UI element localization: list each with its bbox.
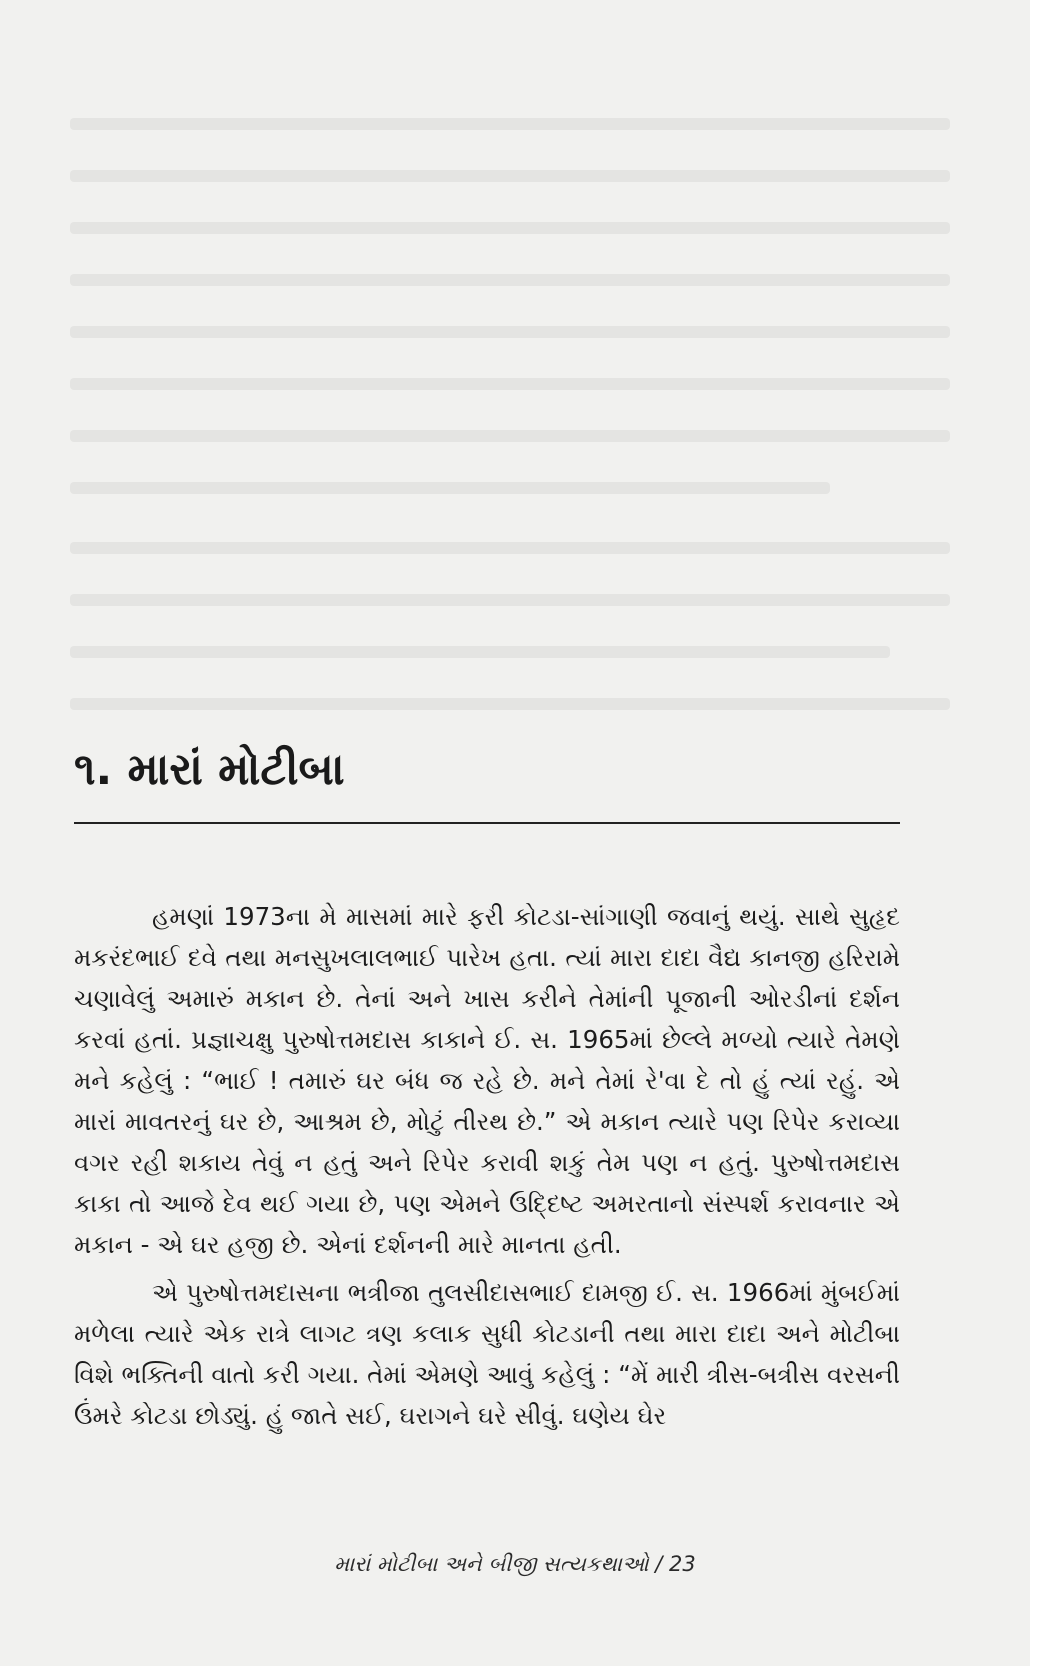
- bleed-through-line: [70, 378, 950, 390]
- bleed-through-line: [70, 646, 890, 658]
- bleed-through-line: [70, 222, 950, 234]
- bleed-through-line: [70, 326, 950, 338]
- bleed-through-line: [70, 594, 950, 606]
- page-edge: [1030, 0, 1042, 1666]
- chapter-body: [74, 896, 900, 1443]
- bleed-through-line: [70, 542, 950, 554]
- bleed-through-line: [70, 482, 830, 494]
- paragraph: હમણાં 1973ના મે માસમાં મારે ફરી કોટડા-સાંગાણી જવાનું થયું. સાથે સુહૃદ મકરંદભાઈ દવે તથા મનસુખલાલભાઈ પારેખ હતા. ત્યાં મારા દાદા વૈદ્ય કાનજી હરિરામે ચણાવેલું અમારું મકાન છે. તેનાં અને ખાસ કરીને તેમાંની પૂજાની ઓરડીનાં દર્શન કરવાં હતાં. પ્રજ્ઞાચક્ષુ પુરુષોત્તમદાસ કાકાને ઈ. સ. 1965માં છેલ્લે મળ્યો ત્યારે તેમણે મને કહેલું : “ભાઈ ! તમારું ઘર બંધ જ રહે છે. મને તેમાં રે'વા દે તો હું ત્યાં રહું. એ મારાં માવતરનું ઘર છે, આશ્રમ છે, મોટું તીરથ છે.” એ મકાન ત્યારે પણ રિપેર કરાવ્યા વગર રહી શકાય તેવું ન હતું અને રિપેર કરાવી શકું તેમ પણ ન હતું. પુરુષોત્તમદાસ કાકા તો આજે દેવ થઈ ગયા છે, પણ એમને ઉદ્દિષ્ટ અમરતાનો સંસ્પર્શ કરાવનાર એ મકાન - એ ઘર હજી છે. એનાં દર્શનની મારે માનતા હતી.: [74, 902, 900, 1259]
- running-footer: મારાં મોટીબા અને બીજી સત્યકથાઓ / 23: [334, 1552, 696, 1576]
- bleed-through-line: [70, 274, 950, 286]
- bleed-through-line: [70, 698, 950, 710]
- bleed-through-line: [70, 118, 950, 130]
- bleed-through-line: [70, 430, 950, 442]
- bleed-through-line: [70, 170, 950, 182]
- chapter-title: ૧. મારાં મોટીબા: [74, 744, 345, 795]
- heading-divider: [74, 822, 900, 824]
- paragraph: એ પુરુષોત્તમદાસના ભત્રીજા તુલસીદાસભાઈ દામજી ઈ. સ. 1966માં મુંબઈમાં મળેલા ત્યારે એક રાત્રે લાગટ ત્રણ કલાક સુધી કોટડાની તથા મારા દાદા અને મોટીબા વિશે ભક્તિની વાતો કરી ગયા. તેમાં એમણે આવું કહેલું : “મેં મારી ત્રીસ-બત્રીસ વરસની ઉંમરે કોટડા છોડ્યું. હું જાતે સઈ, ઘરાગને ઘરે સીવું. ઘણેય ઘેર: [74, 1278, 900, 1430]
